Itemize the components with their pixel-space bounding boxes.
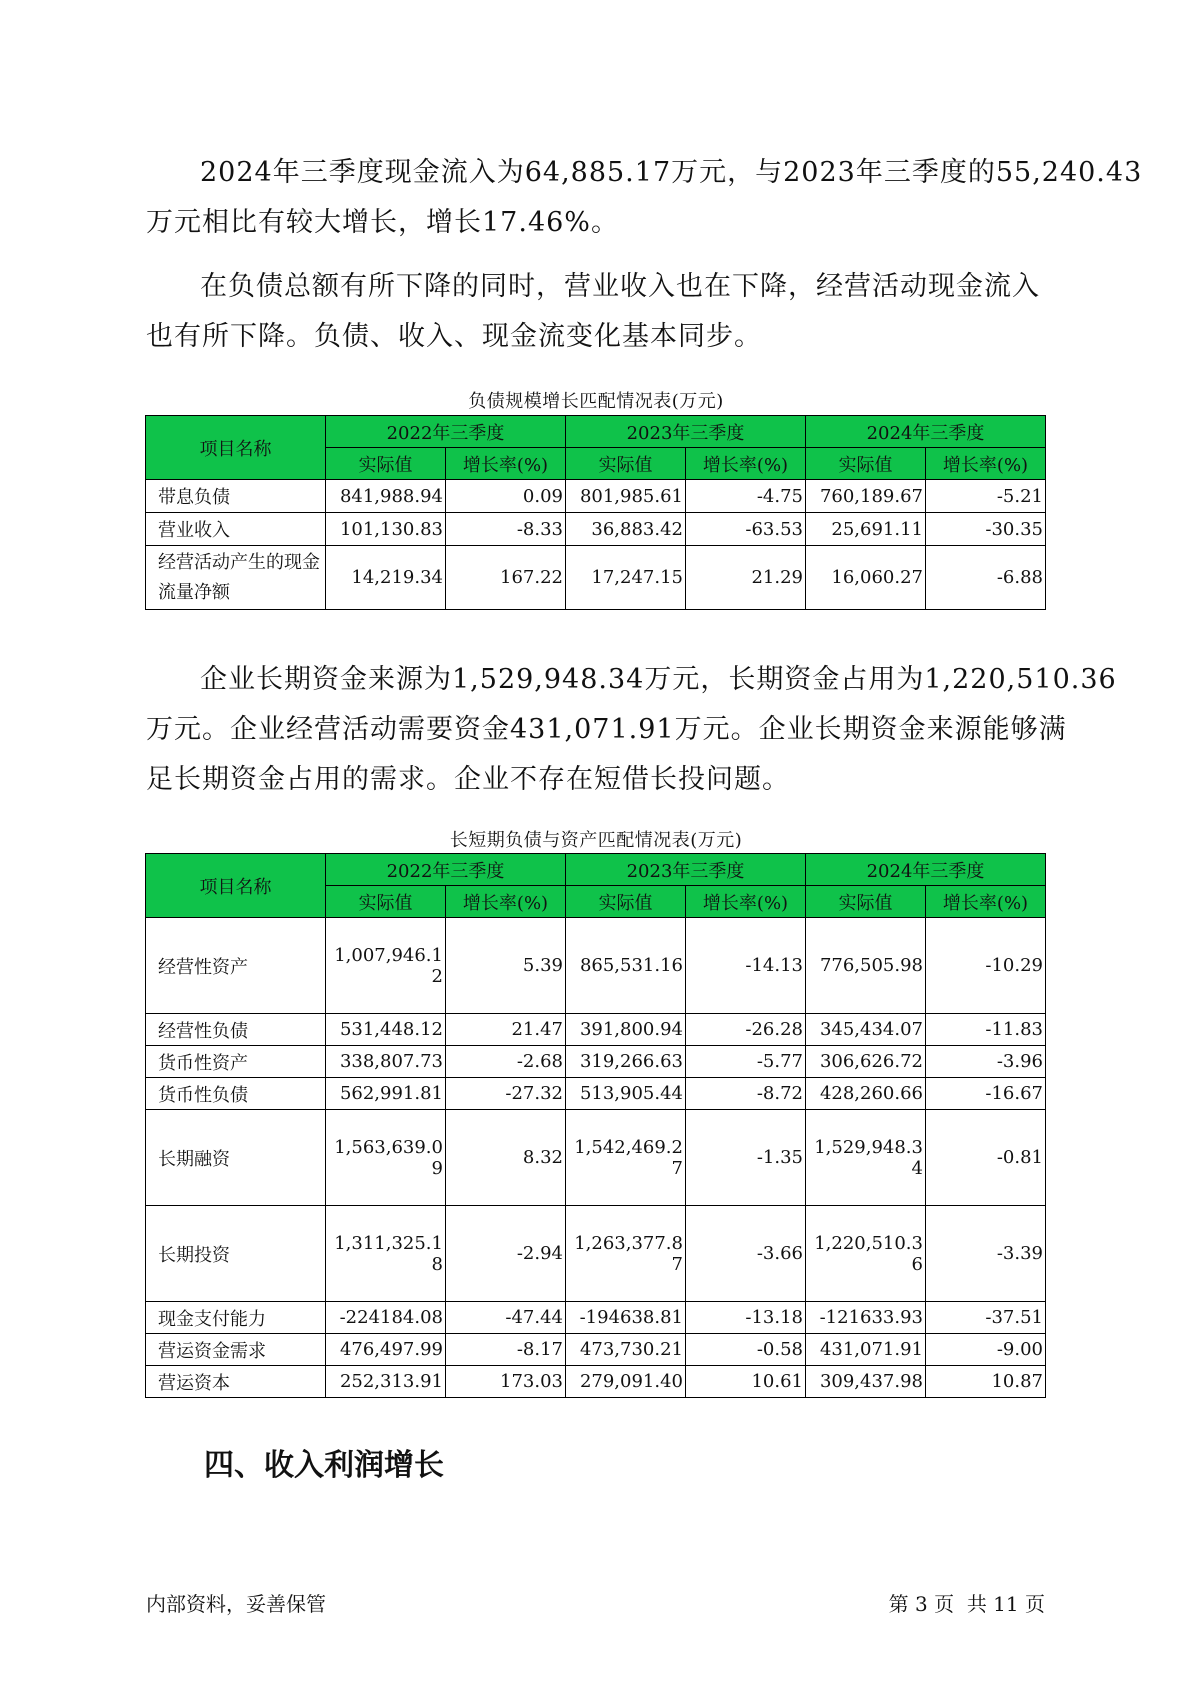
text-line: 2024年三季度现金流入为64,885.17万元，与2023年三季度的55,240.43 — [200, 157, 1143, 188]
header-period: 2024年三季度 — [806, 854, 1046, 886]
cell-growth: -8.72 — [686, 1078, 806, 1110]
cell-growth: -27.32 — [446, 1078, 566, 1110]
header-growth-rate: 增长率(%) — [446, 448, 566, 480]
header-growth-rate: 增长率(%) — [686, 886, 806, 918]
table1-caption: 负债规模增长匹配情况表(万元) — [468, 391, 724, 412]
cell-value: 428,260.66 — [806, 1078, 926, 1110]
header-growth-rate: 增长率(%) — [446, 886, 566, 918]
cell-value: 760,189.67 — [806, 480, 926, 513]
section-heading: 四、收入利润增长 — [204, 1448, 444, 1483]
table-row — [146, 1014, 1046, 1046]
cell-value: 776,505.98 — [806, 918, 926, 1014]
row-name: 货币性负债 — [146, 1078, 326, 1110]
row-name: 带息负债 — [146, 480, 326, 513]
debt-asset-match-table — [145, 853, 1046, 1398]
header-growth-rate: 增长率(%) — [926, 886, 1046, 918]
cell-growth: -0.81 — [926, 1110, 1046, 1206]
cell-value: 1,311,325.18 — [326, 1206, 446, 1302]
table2-caption: 长短期负债与资产匹配情况表(万元) — [449, 830, 743, 851]
cell-growth: -5.77 — [686, 1046, 806, 1078]
cell-growth: -63.53 — [686, 513, 806, 546]
cell-value: 1,542,469.27 — [566, 1110, 686, 1206]
cell-value: 309,437.98 — [806, 1366, 926, 1398]
cell-value: -121633.93 — [806, 1302, 926, 1334]
cell-value: 531,448.12 — [326, 1014, 446, 1046]
text-line: 万元。企业经营活动需要资金431,071.91万元。企业长期资金来源能够满 — [146, 714, 1067, 745]
cell-value: -224184.08 — [326, 1302, 446, 1334]
table-row — [146, 1206, 1046, 1302]
cell-value: 25,691.11 — [806, 513, 926, 546]
cell-value: 345,434.07 — [806, 1014, 926, 1046]
row-name: 经营性负债 — [146, 1014, 326, 1046]
cell-growth: -6.88 — [926, 546, 1046, 610]
row-name: 营业收入 — [146, 513, 326, 546]
cell-growth: -8.17 — [446, 1334, 566, 1366]
cell-growth: -16.67 — [926, 1078, 1046, 1110]
cell-value: 476,497.99 — [326, 1334, 446, 1366]
table-row — [146, 1334, 1046, 1366]
cell-value: 1,563,639.09 — [326, 1110, 446, 1206]
header-period: 2023年三季度 — [566, 416, 806, 448]
cell-growth: -3.96 — [926, 1046, 1046, 1078]
cell-value: 562,991.81 — [326, 1078, 446, 1110]
cell-growth: -14.13 — [686, 918, 806, 1014]
header-actual-value: 实际值 — [326, 886, 446, 918]
cell-growth: -47.44 — [446, 1302, 566, 1334]
text-line: 在负债总额有所下降的同时，营业收入也在下降，经营活动现金流入 — [200, 271, 1040, 302]
cell-value: 1,220,510.36 — [806, 1206, 926, 1302]
header-period: 2022年三季度 — [326, 416, 566, 448]
text-line: 万元相比有较大增长，增长17.46%。 — [146, 207, 619, 238]
cell-value: 338,807.73 — [326, 1046, 446, 1078]
table-row — [146, 1046, 1046, 1078]
footer-confidential-note: 内部资料，妥善保管 — [146, 1592, 326, 1616]
cell-growth: -13.18 — [686, 1302, 806, 1334]
row-name: 经营活动产生的现金流量净额 — [146, 546, 326, 610]
row-name: 长期融资 — [146, 1110, 326, 1206]
cell-value: 841,988.94 — [326, 480, 446, 513]
header-actual-value: 实际值 — [566, 886, 686, 918]
cell-value: 252,313.91 — [326, 1366, 446, 1398]
header-period: 2022年三季度 — [326, 854, 566, 886]
cell-growth: -10.29 — [926, 918, 1046, 1014]
cell-value: 865,531.16 — [566, 918, 686, 1014]
cell-value: 16,060.27 — [806, 546, 926, 610]
header-item-name: 项目名称 — [146, 416, 326, 480]
row-name: 经营性资产 — [146, 918, 326, 1014]
cell-growth: 10.87 — [926, 1366, 1046, 1398]
cell-growth: 5.39 — [446, 918, 566, 1014]
cell-value: 17,247.15 — [566, 546, 686, 610]
table-row — [146, 1366, 1046, 1398]
table-row — [146, 1110, 1046, 1206]
paragraph-cash-inflow — [146, 148, 1143, 248]
table-row — [146, 480, 1046, 513]
cell-value: 14,219.34 — [326, 546, 446, 610]
cell-growth: -2.68 — [446, 1046, 566, 1078]
header-period: 2023年三季度 — [566, 854, 806, 886]
header-growth-rate: 增长率(%) — [926, 448, 1046, 480]
cell-growth: -9.00 — [926, 1334, 1046, 1366]
debt-growth-table — [145, 415, 1046, 610]
cell-growth: 173.03 — [446, 1366, 566, 1398]
cell-growth: 0.09 — [446, 480, 566, 513]
header-period: 2024年三季度 — [806, 416, 1046, 448]
cell-value: 1,529,948.34 — [806, 1110, 926, 1206]
cell-value: 1,263,377.87 — [566, 1206, 686, 1302]
table-row — [146, 1302, 1046, 1334]
cell-value: 513,905.44 — [566, 1078, 686, 1110]
header-growth-rate: 增长率(%) — [686, 448, 806, 480]
cell-growth: -8.33 — [446, 513, 566, 546]
cell-growth: 21.29 — [686, 546, 806, 610]
cell-value: 391,800.94 — [566, 1014, 686, 1046]
cell-growth: 10.61 — [686, 1366, 806, 1398]
cell-value: 319,266.63 — [566, 1046, 686, 1078]
cell-growth: 167.22 — [446, 546, 566, 610]
cell-value: -194638.81 — [566, 1302, 686, 1334]
cell-growth: -0.58 — [686, 1334, 806, 1366]
paragraph-long-term-funds — [146, 655, 1117, 805]
cell-value: 1,007,946.12 — [326, 918, 446, 1014]
table-row — [146, 918, 1046, 1014]
cell-growth: 21.47 — [446, 1014, 566, 1046]
row-name: 现金支付能力 — [146, 1302, 326, 1334]
header-actual-value: 实际值 — [326, 448, 446, 480]
cell-value: 306,626.72 — [806, 1046, 926, 1078]
cell-growth: -3.66 — [686, 1206, 806, 1302]
row-name: 营运资本 — [146, 1366, 326, 1398]
cell-growth: 8.32 — [446, 1110, 566, 1206]
cell-value: 801,985.61 — [566, 480, 686, 513]
cell-value: 279,091.40 — [566, 1366, 686, 1398]
text-line: 企业长期资金来源为1,529,948.34万元，长期资金占用为1,220,510.36 — [200, 664, 1117, 695]
header-actual-value: 实际值 — [806, 886, 926, 918]
cell-growth: -4.75 — [686, 480, 806, 513]
cell-growth: -5.21 — [926, 480, 1046, 513]
footer-page-number: 第 3 页 共 11 页 — [888, 1592, 1045, 1616]
cell-value: 36,883.42 — [566, 513, 686, 546]
cell-growth: -30.35 — [926, 513, 1046, 546]
cell-value: 431,071.91 — [806, 1334, 926, 1366]
text-line: 足长期资金占用的需求。企业不存在短借长投问题。 — [146, 764, 790, 795]
paragraph-debt-revenue — [146, 262, 1066, 362]
table-row — [146, 546, 1046, 610]
table-row — [146, 513, 1046, 546]
cell-growth: -26.28 — [686, 1014, 806, 1046]
table-row — [146, 1078, 1046, 1110]
cell-growth: -2.94 — [446, 1206, 566, 1302]
cell-value: 101,130.83 — [326, 513, 446, 546]
cell-growth: -3.39 — [926, 1206, 1046, 1302]
row-name: 营运资金需求 — [146, 1334, 326, 1366]
header-actual-value: 实际值 — [806, 448, 926, 480]
text-line: 也有所下降。负债、收入、现金流变化基本同步。 — [146, 321, 762, 352]
cell-growth: -11.83 — [926, 1014, 1046, 1046]
cell-value: 473,730.21 — [566, 1334, 686, 1366]
header-item-name: 项目名称 — [146, 854, 326, 918]
row-name: 货币性资产 — [146, 1046, 326, 1078]
row-name: 长期投资 — [146, 1206, 326, 1302]
cell-growth: -1.35 — [686, 1110, 806, 1206]
cell-growth: -37.51 — [926, 1302, 1046, 1334]
header-actual-value: 实际值 — [566, 448, 686, 480]
